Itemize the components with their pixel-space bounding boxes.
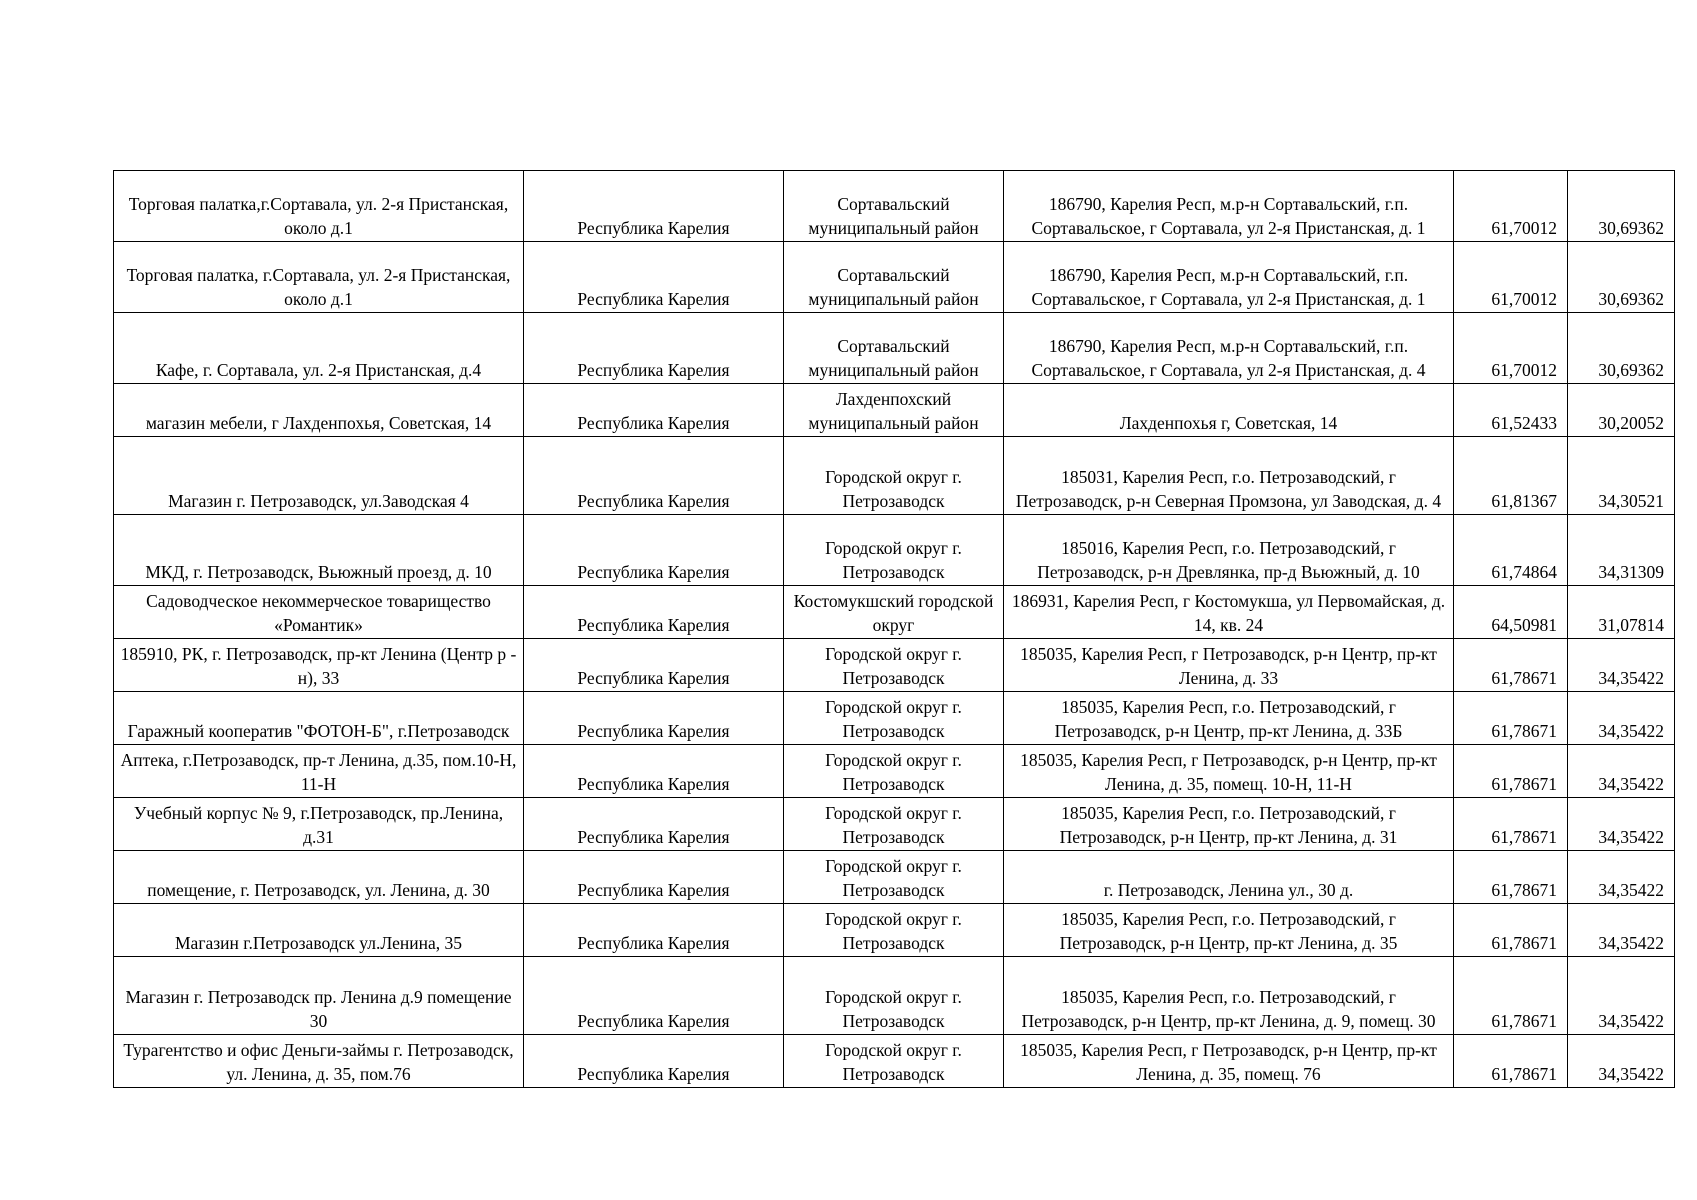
table-row <box>114 692 1675 745</box>
address-cell: 186790, Карелия Респ, м.р-н Сортавальский, г.п. Сортавальское, г Сортавала, ул 2-я Пристанская, д. 1 <box>1004 171 1454 242</box>
object-name-cell: Кафе, г. Сортавала, ул. 2-я Пристанская, д.4 <box>114 313 524 384</box>
district-cell: Костомукшский городской округ <box>784 586 1004 639</box>
longitude-cell: 34,35422 <box>1568 692 1675 745</box>
region-cell: Республика Карелия <box>524 586 784 639</box>
latitude-cell: 61,78671 <box>1454 692 1568 745</box>
table-row <box>114 586 1675 639</box>
region-cell: Республика Карелия <box>524 384 784 437</box>
district-cell: Городской округ г. Петрозаводск <box>784 798 1004 851</box>
table-row <box>114 851 1675 904</box>
district-cell: Городской округ г. Петрозаводск <box>784 692 1004 745</box>
address-cell: 185035, Карелия Респ, г.о. Петрозаводский, г Петрозаводск, р-н Центр, пр-кт Ленина, д. 33Б <box>1004 692 1454 745</box>
object-name-cell: магазин мебели, г Лахденпохья, Советская, 14 <box>114 384 524 437</box>
table-row <box>114 171 1675 242</box>
address-cell: 185035, Карелия Респ, г Петрозаводск, р-н Центр, пр-кт Ленина, д. 33 <box>1004 639 1454 692</box>
district-cell: Городской округ г. Петрозаводск <box>784 745 1004 798</box>
object-name-cell: Торговая палатка, г.Сортавала, ул. 2-я Пристанская, около д.1 <box>114 242 524 313</box>
longitude-cell: 34,35422 <box>1568 798 1675 851</box>
region-cell: Республика Карелия <box>524 745 784 798</box>
object-name-cell: Турагентство и офис Деньги-займы г. Петрозаводск, ул. Ленина, д. 35, пом.76 <box>114 1035 524 1088</box>
district-cell: Сортавальский муниципальный район <box>784 313 1004 384</box>
region-cell: Республика Карелия <box>524 1035 784 1088</box>
longitude-cell: 34,31309 <box>1568 515 1675 586</box>
region-cell: Республика Карелия <box>524 904 784 957</box>
object-name-cell: помещение, г. Петрозаводск, ул. Ленина, д. 30 <box>114 851 524 904</box>
region-cell: Республика Карелия <box>524 515 784 586</box>
longitude-cell: 34,35422 <box>1568 851 1675 904</box>
region-cell: Республика Карелия <box>524 692 784 745</box>
region-cell: Республика Карелия <box>524 437 784 515</box>
address-cell: г. Петрозаводск, Ленина ул., 30 д. <box>1004 851 1454 904</box>
locations-table <box>113 170 1675 1088</box>
latitude-cell: 61,70012 <box>1454 171 1568 242</box>
longitude-cell: 34,35422 <box>1568 904 1675 957</box>
longitude-cell: 30,20052 <box>1568 384 1675 437</box>
district-cell: Сортавальский муниципальный район <box>784 171 1004 242</box>
region-cell: Республика Карелия <box>524 639 784 692</box>
longitude-cell: 34,35422 <box>1568 1035 1675 1088</box>
district-cell: Сортавальский муниципальный район <box>784 242 1004 313</box>
address-cell: 186790, Карелия Респ, м.р-н Сортавальский, г.п. Сортавальское, г Сортавала, ул 2-я Пристанская, д. 4 <box>1004 313 1454 384</box>
address-cell: 185035, Карелия Респ, г.о. Петрозаводский, г Петрозаводск, р-н Центр, пр-кт Ленина, д. 35 <box>1004 904 1454 957</box>
latitude-cell: 61,78671 <box>1454 798 1568 851</box>
district-cell: Городской округ г. Петрозаводск <box>784 515 1004 586</box>
region-cell: Республика Карелия <box>524 313 784 384</box>
address-cell: 185035, Карелия Респ, г Петрозаводск, р-н Центр, пр-кт Ленина, д. 35, помещ. 10-Н, 11-Н <box>1004 745 1454 798</box>
address-cell: 185035, Карелия Респ, г.о. Петрозаводский, г Петрозаводск, р-н Центр, пр-кт Ленина, д. 31 <box>1004 798 1454 851</box>
district-cell: Городской округ г. Петрозаводск <box>784 851 1004 904</box>
table-row <box>114 639 1675 692</box>
longitude-cell: 31,07814 <box>1568 586 1675 639</box>
latitude-cell: 61,78671 <box>1454 851 1568 904</box>
district-cell: Городской округ г. Петрозаводск <box>784 1035 1004 1088</box>
latitude-cell: 64,50981 <box>1454 586 1568 639</box>
longitude-cell: 34,35422 <box>1568 639 1675 692</box>
latitude-cell: 61,78671 <box>1454 745 1568 798</box>
object-name-cell: Магазин г. Петрозаводск, ул.Заводская 4 <box>114 437 524 515</box>
district-cell: Городской округ г. Петрозаводск <box>784 904 1004 957</box>
object-name-cell: Торговая палатка,г.Сортавала, ул. 2-я Пристанская, около д.1 <box>114 171 524 242</box>
longitude-cell: 30,69362 <box>1568 313 1675 384</box>
latitude-cell: 61,78671 <box>1454 957 1568 1035</box>
table-row <box>114 437 1675 515</box>
longitude-cell: 34,35422 <box>1568 745 1675 798</box>
object-name-cell: МКД, г. Петрозаводск, Вьюжный проезд, д. 10 <box>114 515 524 586</box>
region-cell: Республика Карелия <box>524 851 784 904</box>
region-cell: Республика Карелия <box>524 171 784 242</box>
object-name-cell: 185910, РК, г. Петрозаводск, пр-кт Ленина (Центр р - н), 33 <box>114 639 524 692</box>
locations-table-body <box>114 171 1675 1088</box>
object-name-cell: Магазин г. Петрозаводск пр. Ленина д.9 помещение 30 <box>114 957 524 1035</box>
table-row <box>114 904 1675 957</box>
object-name-cell: Садоводческое некоммерческое товарищество «Романтик» <box>114 586 524 639</box>
longitude-cell: 34,35422 <box>1568 957 1675 1035</box>
latitude-cell: 61,52433 <box>1454 384 1568 437</box>
address-cell: 185035, Карелия Респ, г Петрозаводск, р-н Центр, пр-кт Ленина, д. 35, помещ. 76 <box>1004 1035 1454 1088</box>
address-cell: 186931, Карелия Респ, г Костомукша, ул Первомайская, д. 14, кв. 24 <box>1004 586 1454 639</box>
table-row <box>114 384 1675 437</box>
table-row <box>114 515 1675 586</box>
district-cell: Городской округ г. Петрозаводск <box>784 957 1004 1035</box>
object-name-cell: Аптека, г.Петрозаводск, пр-т Ленина, д.35, пом.10-Н, 11-Н <box>114 745 524 798</box>
latitude-cell: 61,81367 <box>1454 437 1568 515</box>
object-name-cell: Учебный корпус № 9, г.Петрозаводск, пр.Ленина, д.31 <box>114 798 524 851</box>
district-cell: Городской округ г. Петрозаводск <box>784 437 1004 515</box>
region-cell: Республика Карелия <box>524 957 784 1035</box>
region-cell: Республика Карелия <box>524 242 784 313</box>
region-cell: Республика Карелия <box>524 798 784 851</box>
object-name-cell: Гаражный кооператив "ФОТОН-Б", г.Петрозаводск <box>114 692 524 745</box>
table-row <box>114 957 1675 1035</box>
district-cell: Городской округ г. Петрозаводск <box>784 639 1004 692</box>
latitude-cell: 61,70012 <box>1454 242 1568 313</box>
latitude-cell: 61,78671 <box>1454 1035 1568 1088</box>
longitude-cell: 34,30521 <box>1568 437 1675 515</box>
district-cell: Лахденпохский муниципальный район <box>784 384 1004 437</box>
table-row <box>114 313 1675 384</box>
latitude-cell: 61,74864 <box>1454 515 1568 586</box>
latitude-cell: 61,70012 <box>1454 313 1568 384</box>
latitude-cell: 61,78671 <box>1454 904 1568 957</box>
address-cell: 186790, Карелия Респ, м.р-н Сортавальский, г.п. Сортавальское, г Сортавала, ул 2-я Пристанская, д. 1 <box>1004 242 1454 313</box>
table-row <box>114 1035 1675 1088</box>
address-cell: 185031, Карелия Респ, г.о. Петрозаводский, г Петрозаводск, р-н Северная Промзона, ул Заводская, д. 4 <box>1004 437 1454 515</box>
table-row <box>114 798 1675 851</box>
latitude-cell: 61,78671 <box>1454 639 1568 692</box>
address-cell: 185016, Карелия Респ, г.о. Петрозаводский, г Петрозаводск, р-н Древлянка, пр-д Вьюжный, д. 10 <box>1004 515 1454 586</box>
longitude-cell: 30,69362 <box>1568 242 1675 313</box>
object-name-cell: Магазин г.Петрозаводск ул.Ленина, 35 <box>114 904 524 957</box>
address-cell: 185035, Карелия Респ, г.о. Петрозаводский, г Петрозаводск, р-н Центр, пр-кт Ленина, д. 9, помещ. 30 <box>1004 957 1454 1035</box>
longitude-cell: 30,69362 <box>1568 171 1675 242</box>
address-cell: Лахденпохья г, Советская, 14 <box>1004 384 1454 437</box>
table-row <box>114 242 1675 313</box>
table-row <box>114 745 1675 798</box>
